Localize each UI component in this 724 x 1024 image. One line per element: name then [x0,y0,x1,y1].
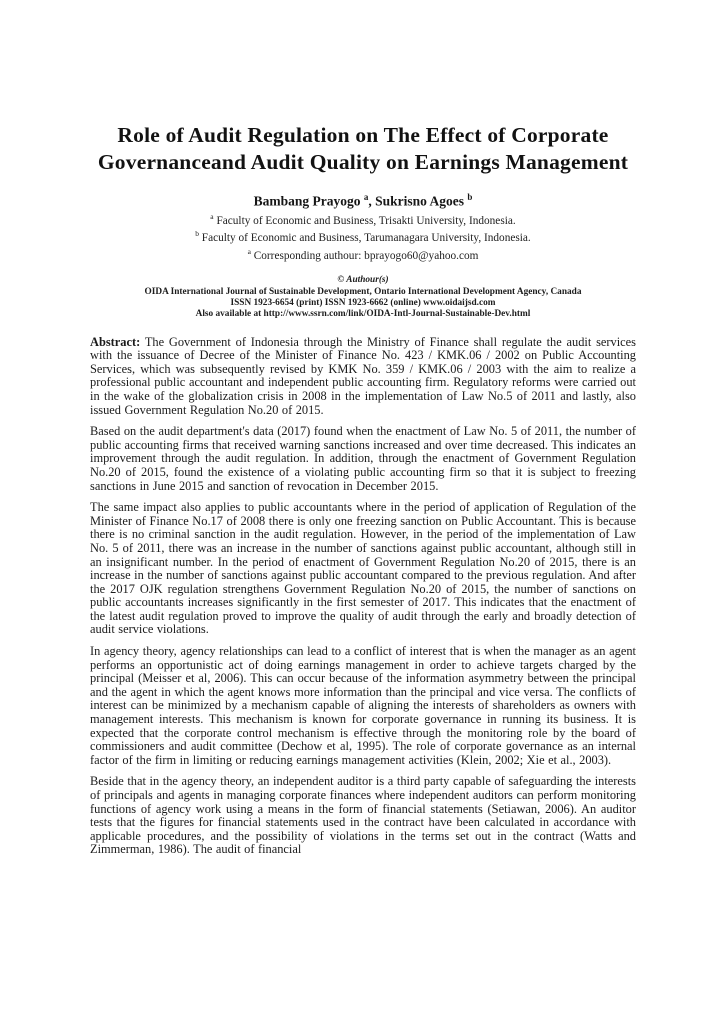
availability-line: Also available at http://www.ssrn.com/link/OIDA-Intl-Journal-Sustainable-Dev.html [195,309,531,320]
issn-line: ISSN 1923-6654 (print) ISSN 1923-6662 (online) www.oidaijsd.com [230,298,496,308]
author-sup-2: b [467,192,473,202]
abstract-label: Abstract: [90,334,141,349]
affiliation-a-sup: a [210,211,214,221]
author-name-2: Sukrisno Agoes [375,193,468,209]
abstract-paragraph-1-text: The Government of Indonesia through the Ministry of Finance shall regulate the audit services with the issuance of Decree of the Minister of Finance No. 423 / KMK.06 / 2002 on Public Accounting Services, which was subsequently revised by KMK No. 359 / KMK.06 / 2003 with the aim to realize a professional public accountant and independent public accounting firm. Regulatory reforms were carried out in the wake of the globalization crisis in 2008 in the implementation of Law No.5 of 2011 and lastly, also issued Government Regulation No.20 of 2015. [90,334,636,417]
author-name-1: Bambang Prayogo [253,193,364,209]
affiliation-a [90,210,636,228]
copyright-line: © Authour(s) [337,275,389,286]
author-sup-1: a [363,192,369,202]
abstract-paragraph-1 [90,336,636,418]
abstract-paragraph-2: Based on the audit department's data (2017) found when the enactment of Law No. 5 of 2011, the number of public accounting firms that received warning sanctions increased and over time decreased. This indicates an improvement through the audit regulation. In addition, through the enactment of Government Regulation No.20 of 2015, found the existence of a violating public accounting firm so that it is subject to freezing sanctions in June 2015 and sanction of revocation in December 2015. [90,424,636,493]
corresponding-author-sup: a [247,247,251,257]
journal-name-line: OIDA International Journal of Sustainable Development, Ontario International Development Agency, Canada [144,286,582,297]
abstract-paragraph-4: In agency theory, agency relationships can lead to a conflict of interest that is when the manager as an agent performs an opportunistic act of doing earnings management in order to achieve targets charged by the principal (Meisser et al, 2006). This can occur because of the information asymmetry between the principal and the agent in which the agent knows more information than the principal and vice versa. The conflicts of interest can be minimized by a mechanism capable of aligning the interests of shareholders as owners with management interests. This mechanism is known for corporate governance in running its business. It is expected that the corporate control mechanism is effective through the monitoring role by the board of commissioners and audit committee (Dechow et al, 1995). The role of corporate governance as an internal factor of the firm in limiting or reducing earnings management activities (Klein, 2002; Xie et al., 2003). [90,644,636,767]
affiliation-a-text: Faculty of Economic and Business, Trisakti University, Indonesia. [213,214,516,227]
corresponding-author-text: Corresponding authour: bprayogo60@yahoo.com [250,250,479,263]
author-separator: , [368,193,376,209]
journal-imprint-block [90,275,636,320]
abstract-paragraph-5: Beside that in the agency theory, an independent auditor is a third party capable of safeguarding the interests of principals and agents in managing corporate finances where independent auditors can perform monitoring functions of agency work using a means in the form of financial statements (Setiawan, 2006). An auditor tests that the figures for financial statements used in the contract have been calculated in accordance with applicable procedures, and the possibility of violations in the terms set out in the contract (Watts and Zimmerman, 1986). The audit of financial [90,774,636,857]
abstract-body [90,336,636,857]
authors-line [90,189,636,210]
affiliation-b [90,227,636,245]
corresponding-author-line [90,245,636,263]
affiliation-b-sup: b [195,229,199,239]
abstract-paragraph-3: The same impact also applies to public accountants where in the period of application of Regulation of the Minister of Finance No.17 of 2008 there is only one freezing sanction on Public Accountant. This is because there is no criminal sanction in the audit regulation. However, in the period of the implementation of Law No. 5 of 2011, there was an increase in the number of sanctions against public accountant, although still in an insignificant number. In the period of enactment of Government Regulation No.20 of 2015, there is an increase in the number of sanctions against public accountant compared to the previous regulation. And after the 2017 OJK regulation strengthens Government Regulation No.20 of 2015, the number of sanctions on public accountants increases significantly in the first semester of 2017. This indicates that the enactment of the latest audit regulation proved to improve the quality of audit through the early and broadly detection of audit service violations. [90,500,636,637]
paper-title-line1: Role of Audit Regulation on The Effect of Corporate [117,123,609,147]
paper-title [90,122,636,176]
affiliation-b-text: Faculty of Economic and Business, Tarumanagara University, Indonesia. [198,232,531,245]
paper-title-line2: Governanceand Audit Quality on Earnings Management [97,150,629,174]
affiliations-block [90,210,636,264]
